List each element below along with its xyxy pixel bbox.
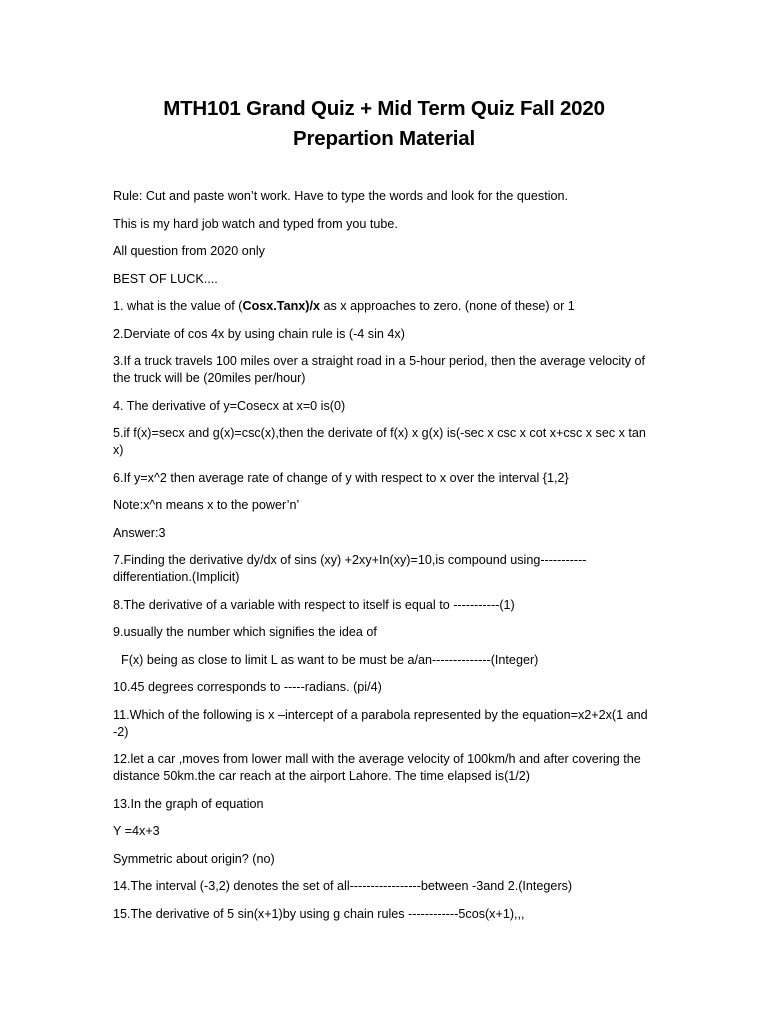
question-15: 15.The derivative of 5 sin(x+1)by using g chain rules ------------5cos(x+1),,,: [113, 906, 525, 921]
question-13: 13.In the graph of equation: [113, 796, 264, 811]
title-block: [0, 94, 768, 154]
page-subtitle: Prepartion Material: [293, 127, 475, 150]
question-1: [113, 298, 658, 315]
rule-paragraph: Rule: Cut and paste won’t work. Have to type the words and look for the question.: [113, 189, 569, 203]
best-of-luck-paragraph: BEST OF LUCK....: [113, 271, 218, 286]
question-13-symmetry: Symmetric about origin? (no): [113, 851, 275, 866]
question-11: 11.Which of the following is x –intercept of a parabola represented by the equation=x2+2x(1 and -2): [113, 707, 648, 739]
question-5: 5.if f(x)=secx and g(x)=csc(x),then the derivate of f(x) x g(x) is(-sec x csc x cot x+csc x sec x tan x): [113, 426, 646, 457]
question-9: 9.usually the number which signifies the idea of: [113, 625, 377, 639]
question-14: 14.The interval (-3,2) denotes the set of all-----------------between -3and 2.(Integers): [113, 879, 573, 893]
answer-paragraph: Answer:3: [113, 525, 166, 540]
all-question-paragraph: All question from 2020 only: [113, 244, 265, 258]
question-6: 6.If y=x^2 then average rate of change of y with respect to x over the interval {1,2}: [113, 470, 569, 485]
question-8: 8.The derivative of a variable with respect to itself is equal to -----------(1): [113, 597, 515, 612]
question-13-equation: Y =4x+3: [113, 824, 160, 838]
question-1-part-a: 1. what is the value of (: [113, 299, 243, 313]
question-2: 2.Derviate of cos 4x by using chain rule is (-4 sin 4x): [113, 326, 405, 341]
question-1-bold: Cosx.Tanx)/x: [242, 299, 320, 313]
question-4: 4. The derivative of y=Cosecx at x=0 is(0): [113, 398, 346, 413]
hard-job-paragraph: This is my hard job watch and typed from you tube.: [113, 216, 398, 231]
question-12: 12.let a car ,moves from lower mall with the average velocity of 100km/h and after covering the distance 50km.the car reach at the airport Lahore. The time elapsed is(1/2): [113, 752, 641, 783]
document-body: [113, 188, 658, 933]
question-9-continued: F(x) being as close to limit L as want to be must be a/an--------------(Integer): [121, 652, 539, 667]
note-paragraph: Note:x^n means x to the power’n’: [113, 498, 300, 512]
page-title: MTH101 Grand Quiz + Mid Term Quiz Fall 2020: [163, 97, 605, 120]
question-1-part-b: as x approaches to zero. (none of these) or 1: [319, 299, 575, 313]
question-10: 10.45 degrees corresponds to -----radians. (pi/4): [113, 680, 382, 694]
question-7: 7.Finding the derivative dy/dx of sins (xy) +2xy+In(xy)=10,is compound using----------- differentiation.(Implicit): [113, 553, 587, 584]
question-3: 3.If a truck travels 100 miles over a straight road in a 5-hour period, then the average velocity of the truck will be (20miles per/hour): [113, 354, 646, 385]
